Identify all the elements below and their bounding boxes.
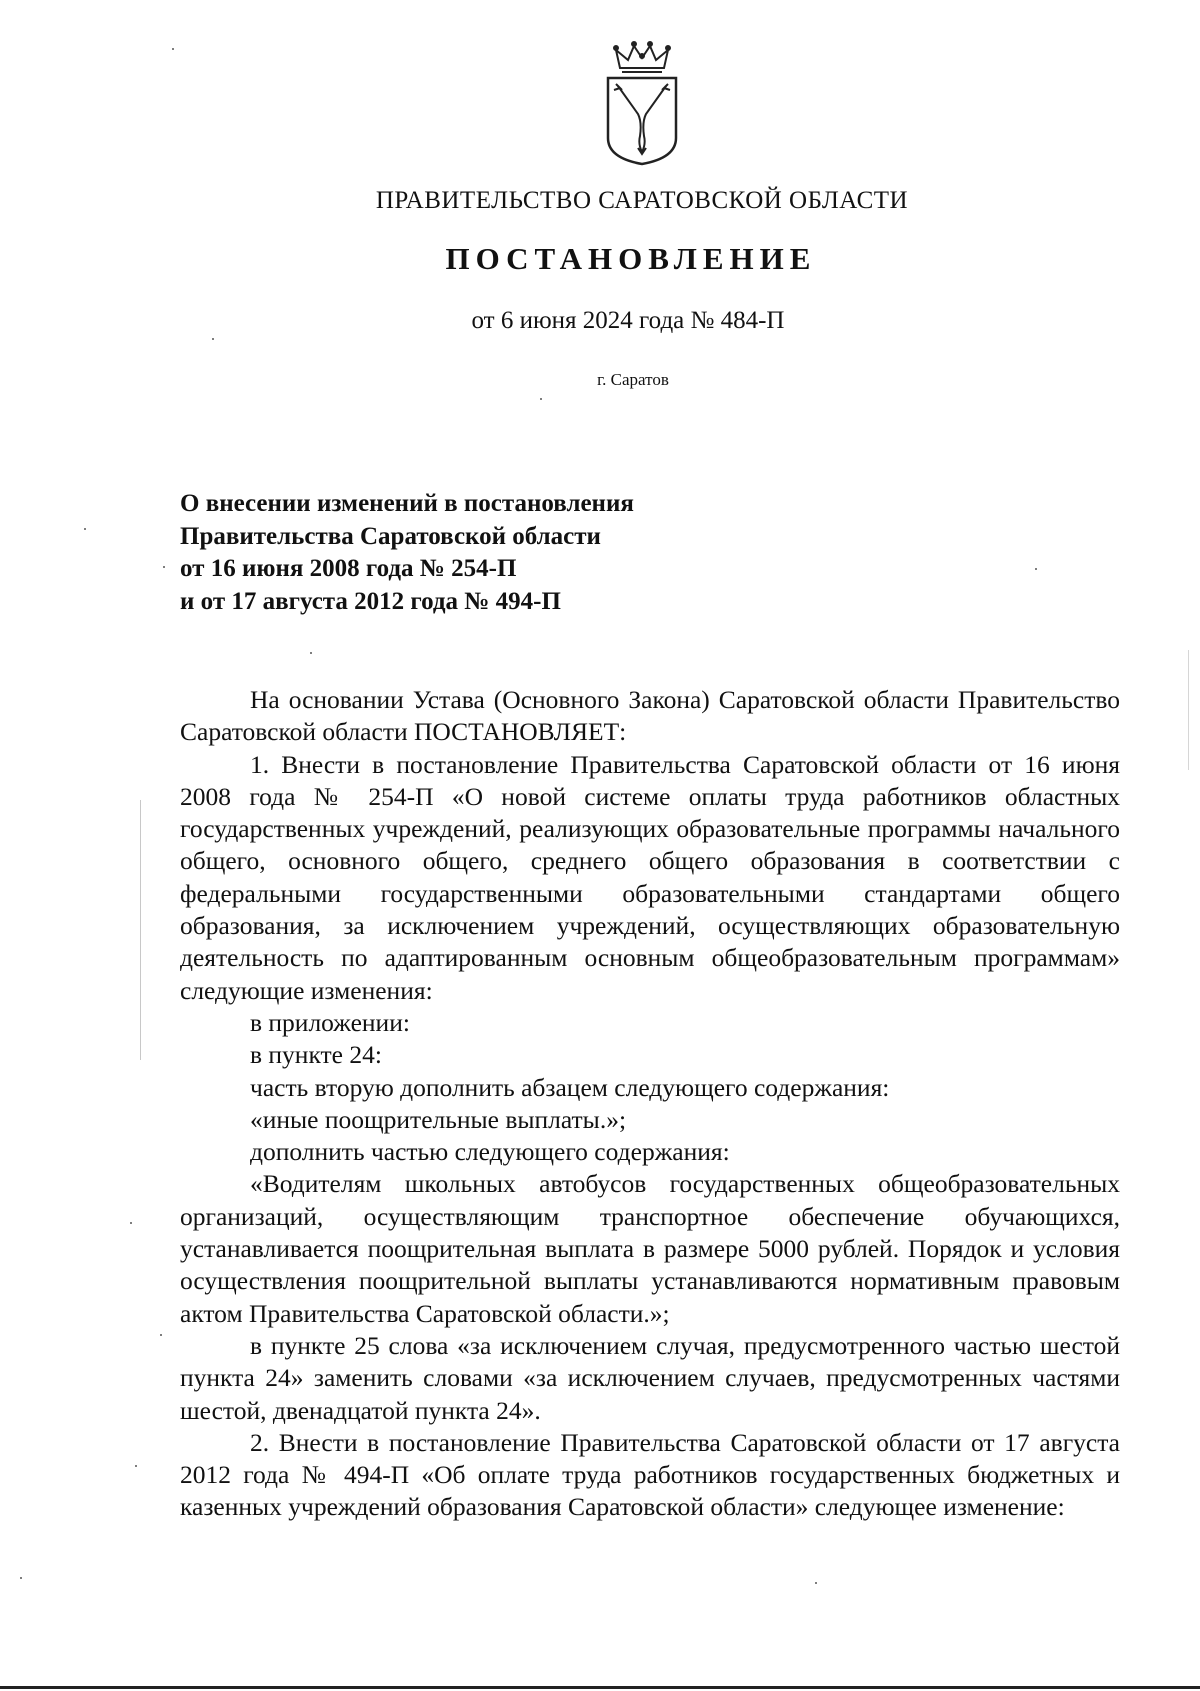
body-paragraph: в пункте 24: xyxy=(250,1040,382,1070)
body-paragraph: в приложении: xyxy=(250,1007,410,1037)
body-paragraph: 2. Внести в постановление Правительства Саратовской области от 17 августа 2012 года № 494-П «Об оплате труда работников государственных бюджетных и казенных учреждений образования Саратовской области» следующее изменение: xyxy=(180,1427,1120,1522)
scan-bottom-edge xyxy=(0,1686,1200,1689)
scan-speck xyxy=(540,398,542,400)
body-paragraph: «иные поощрительные выплаты.»; xyxy=(250,1104,627,1134)
subject-line: О внесении изменений в постановления xyxy=(180,490,634,517)
government-title: ПРАВИТЕЛЬСТВО САРАТОВСКОЙ ОБЛАСТИ xyxy=(375,187,909,214)
scan-speck xyxy=(1035,568,1037,570)
scan-speck xyxy=(163,566,165,568)
scan-speck xyxy=(160,1334,162,1336)
body-paragraph: 1. Внести в постановление Правительства Саратовской области от 16 июня 2008 года № 254-П «О новой системе оплаты труда работников областных государственных учреждений, реализующих образовательные программы начального общего, основного общего, среднего общего образования в соответствии с федеральными государственными образовательными стандартами общего образования, за исключением учреждений, осуществляющих образовательную деятельность по адаптированным основным общеобразовательным программам» следующие изменения: xyxy=(180,749,1120,1005)
document-body xyxy=(180,684,1120,1524)
scan-speck xyxy=(84,528,86,530)
scan-speck xyxy=(310,652,312,654)
body-paragraph: часть вторую дополнить абзацем следующего содержания: xyxy=(250,1072,890,1102)
scan-speck xyxy=(815,1582,817,1584)
scan-edge-artifact xyxy=(1188,650,1189,770)
saratov-coat-of-arms-icon xyxy=(602,40,682,166)
document-subject xyxy=(180,488,634,618)
subject-line: Правительства Саратовской области xyxy=(180,522,601,550)
body-paragraph: дополнить частью следующего содержания: xyxy=(250,1137,730,1167)
scan-speck xyxy=(172,48,174,50)
document-type-heading: ПОСТАНОВЛЕНИЕ xyxy=(445,241,817,276)
scan-speck xyxy=(135,1465,137,1467)
document-date-number: от 6 июня 2024 года № 484-П xyxy=(471,307,785,334)
scan-speck xyxy=(130,1222,132,1224)
body-paragraph: На основании Устава (Основного Закона) Саратовской области Правительство Саратовской области ПОСТАНОВЛЯЕТ: xyxy=(180,685,1120,747)
scan-edge-artifact xyxy=(140,800,141,1060)
body-paragraph: «Водителям школьных автобусов государственных общеобразовательных организаций, осуществляющим транспортное обеспечение обучающихся, устанавливается поощрительная выплата в размере 5000 рублей. Порядок и условия осуществления поощрительной выплаты устанавливаются нормативным правовым актом Правительства Саратовской области.»; xyxy=(180,1169,1120,1328)
document-city: г. Саратов xyxy=(597,370,669,389)
body-paragraph: в пункте 25 слова «за исключением случая, предусмотренного частью шестой пункта 24» заменить словами «за исключением случаев, предусмотренных частями шестой, двенадцатой пункта 24». xyxy=(180,1330,1120,1425)
subject-line: и от 17 августа 2012 года № 494-П xyxy=(180,587,561,615)
subject-line: от 16 июня 2008 года № 254-П xyxy=(180,555,517,582)
scan-speck xyxy=(20,1577,22,1579)
scan-speck xyxy=(212,338,214,340)
